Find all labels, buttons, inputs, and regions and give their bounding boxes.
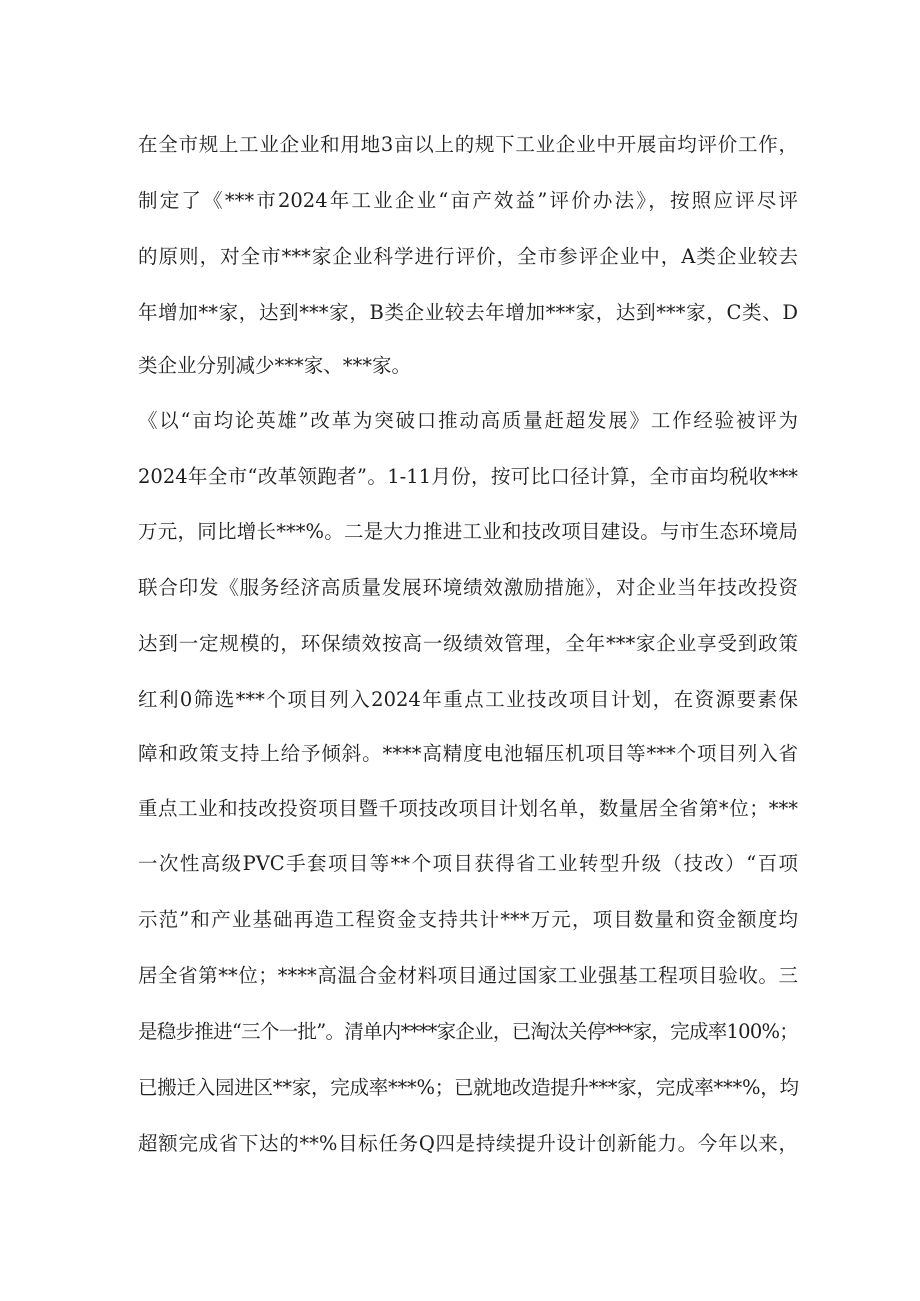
- paragraph-2-line-4: 联合印发《服务经济高质量发展环境绩效激励措施》，对企业当年技改投资: [138, 576, 798, 599]
- paragraph-1-line-1: 在全市规上工业企业和用地3亩以上的规下工业企业中开展亩均评价工作，: [138, 133, 798, 156]
- paragraph-1-line-5: 类企业分别减少***家、***家。: [138, 354, 412, 377]
- paragraph-2-line-10: 示范”和产业基础再造工程资金支持共计***万元，项目数量和资金额度均: [138, 908, 798, 931]
- paragraph-2-line-8: 重点工业和技改投资项目暨千项技改项目计划名单，数量居全省第*位；***: [138, 797, 798, 820]
- paragraph-2-line-3: 万元，同比增长***%。二是大力推进工业和技改项目建设。与市生态环境局: [138, 520, 798, 543]
- paragraph-2-line-9: 一次性高级PVC手套项目等**个项目获得省工业转型升级（技改）“百项: [138, 852, 798, 875]
- paragraph-2-line-2: 2024年全市“改革领跑者”。1-11月份，按可比口径计算，全市亩均税收***: [138, 465, 798, 488]
- paragraph-1-line-3: 的原则，对全市***家企业科学进行评价，全市参评企业中，A类企业较去: [138, 245, 798, 268]
- paragraph-2-line-5: 达到一定规模的，环保绩效按高一级绩效管理，全年***家企业享受到政策: [138, 632, 798, 655]
- paragraph-2-line-11: 居全省第**位；****高温合金材料项目通过国家工业强基工程项目验收。三: [138, 964, 798, 987]
- paragraph-1-line-2: 制定了《***市2024年工业企业“亩产效益”评价办法》，按照应评尽评: [138, 189, 798, 212]
- paragraph-2-line-7: 障和政策支持上给予倾斜。****高精度电池辐压机项目等***个项目列入省: [138, 742, 798, 765]
- paragraph-2-line-6: 红利0筛选***个项目列入2024年重点工业技改项目计划，在资源要素保: [138, 688, 798, 711]
- paragraph-2-line-14: 超额完成省下达的**%目标任务Q四是持续提升设计创新能力。今年以来，: [138, 1132, 798, 1155]
- paragraph-2-line-1: 《以“亩均论英雄”改革为突破口推动高质量赶超发展》工作经验被评为: [138, 409, 798, 432]
- paragraph-1-line-4: 年增加**家，达到***家，B类企业较去年增加***家，达到***家，C类、D: [138, 301, 798, 324]
- paragraph-2-line-12: 是稳步推进“三个一批”。清单内****家企业，已淘汰关停***家，完成率100%；: [138, 1020, 798, 1043]
- paragraph-2-line-13: 已搬迁入园进区**家，完成率***%；已就地改造提升***家，完成率***%，均: [138, 1076, 799, 1099]
